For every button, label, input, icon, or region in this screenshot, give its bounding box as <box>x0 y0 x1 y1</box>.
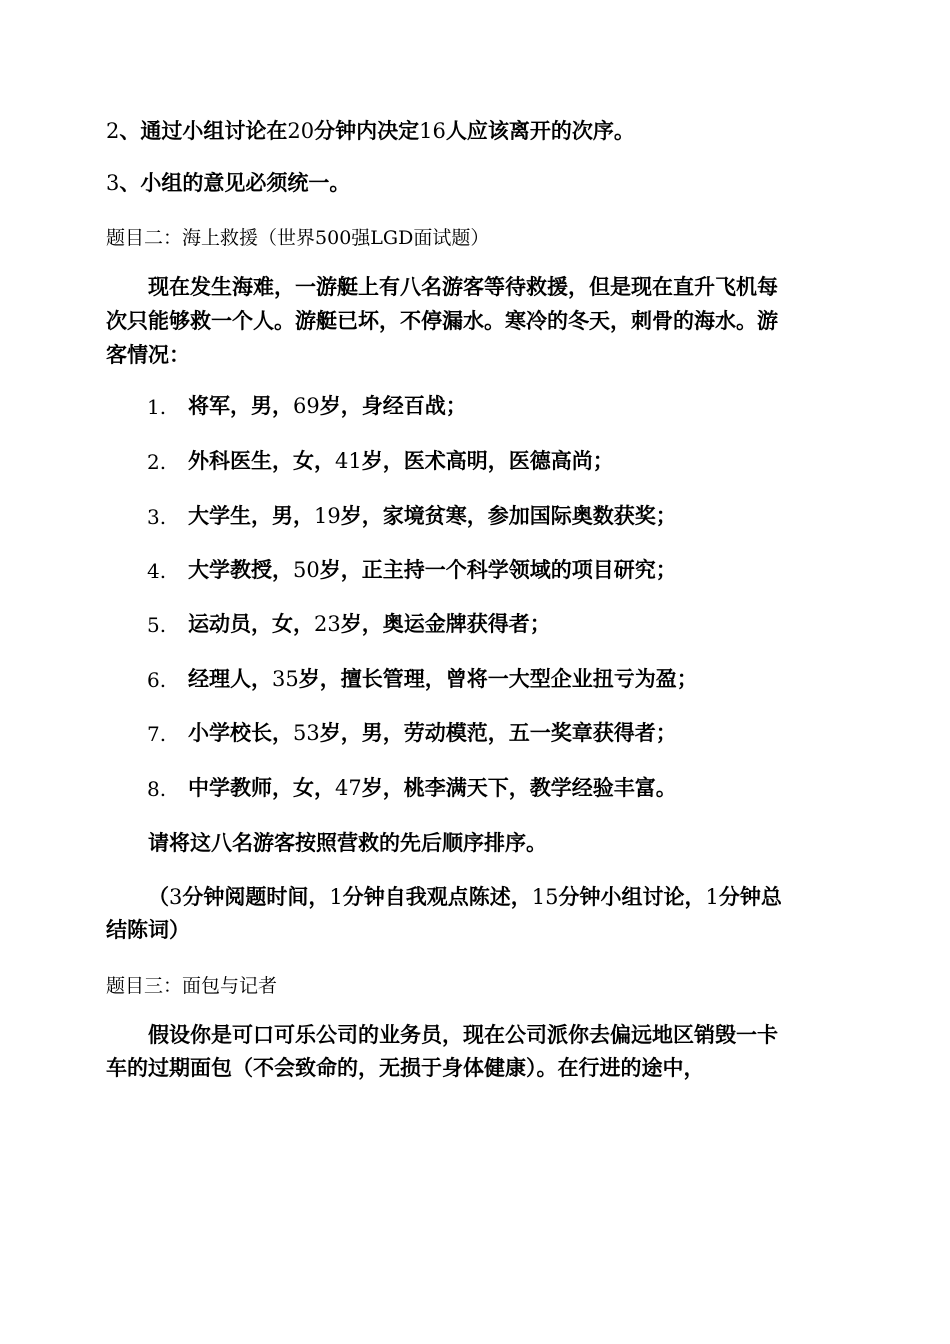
list-item-number: 2. <box>147 450 167 474</box>
rule-2: 2、通过小组讨论在20分钟内决定16人应该离开的次序。 <box>106 119 635 143</box>
topic-2-intro-line-1: 现在发生海难，一游艇上有八名游客等待救援，但是现在直升飞机每 <box>148 275 778 299</box>
topic-3-heading: 题目三：面包与记者 <box>106 975 278 997</box>
list-item-text: 将军，男，69岁，身经百战； <box>188 394 467 418</box>
list-item-number: 1. <box>147 395 167 419</box>
topic-3-body-line-2: 车的过期面包（不会致命的，无损于身体健康）。在行进的途中， <box>106 1056 705 1080</box>
sorting-instruction: 请将这八名游客按照营救的先后顺序排序。 <box>148 831 547 855</box>
list-item-number: 5. <box>147 613 167 637</box>
list-item-number: 7. <box>147 722 167 746</box>
list-item-number: 6. <box>147 668 167 692</box>
list-item-text: 运动员，女，23岁，奥运金牌获得者； <box>188 612 551 636</box>
timing-line-1: （3分钟阅题时间，1分钟自我观点陈述，15分钟小组讨论，1分钟总 <box>148 885 782 909</box>
topic-3-body-line-1: 假设你是可口可乐公司的业务员，现在公司派你去偏远地区销毁一卡 <box>148 1023 778 1047</box>
rule-3: 3、小组的意见必须统一。 <box>106 171 351 195</box>
list-item-text: 大学教授，50岁，正主持一个科学领域的项目研究； <box>188 558 677 582</box>
topic-2-intro-line-3: 客情况： <box>106 343 190 367</box>
list-item-text: 大学生，男，19岁，家境贫寒，参加国际奥数获奖； <box>188 504 677 528</box>
topic-2-intro-line-2: 次只能够救一个人。游艇已坏，不停漏水。寒冷的冬天，刺骨的海水。游 <box>106 309 778 333</box>
topic-2-heading: 题目二：海上救援（世界500强LGD面试题） <box>106 227 490 249</box>
list-item-text: 中学教师，女，47岁，桃李满天下，教学经验丰富。 <box>188 776 677 800</box>
list-item-number: 8. <box>147 777 167 801</box>
list-item-text: 经理人，35岁，擅长管理，曾将一大型企业扭亏为盈； <box>188 667 698 691</box>
list-item-number: 3. <box>147 505 167 529</box>
list-item-text: 小学校长，53岁，男，劳动模范，五一奖章获得者； <box>188 721 677 745</box>
timing-line-2: 结陈词） <box>106 918 190 942</box>
list-item-text: 外科医生，女，41岁，医术高明，医德高尚； <box>188 449 614 473</box>
list-item-number: 4. <box>147 559 167 583</box>
